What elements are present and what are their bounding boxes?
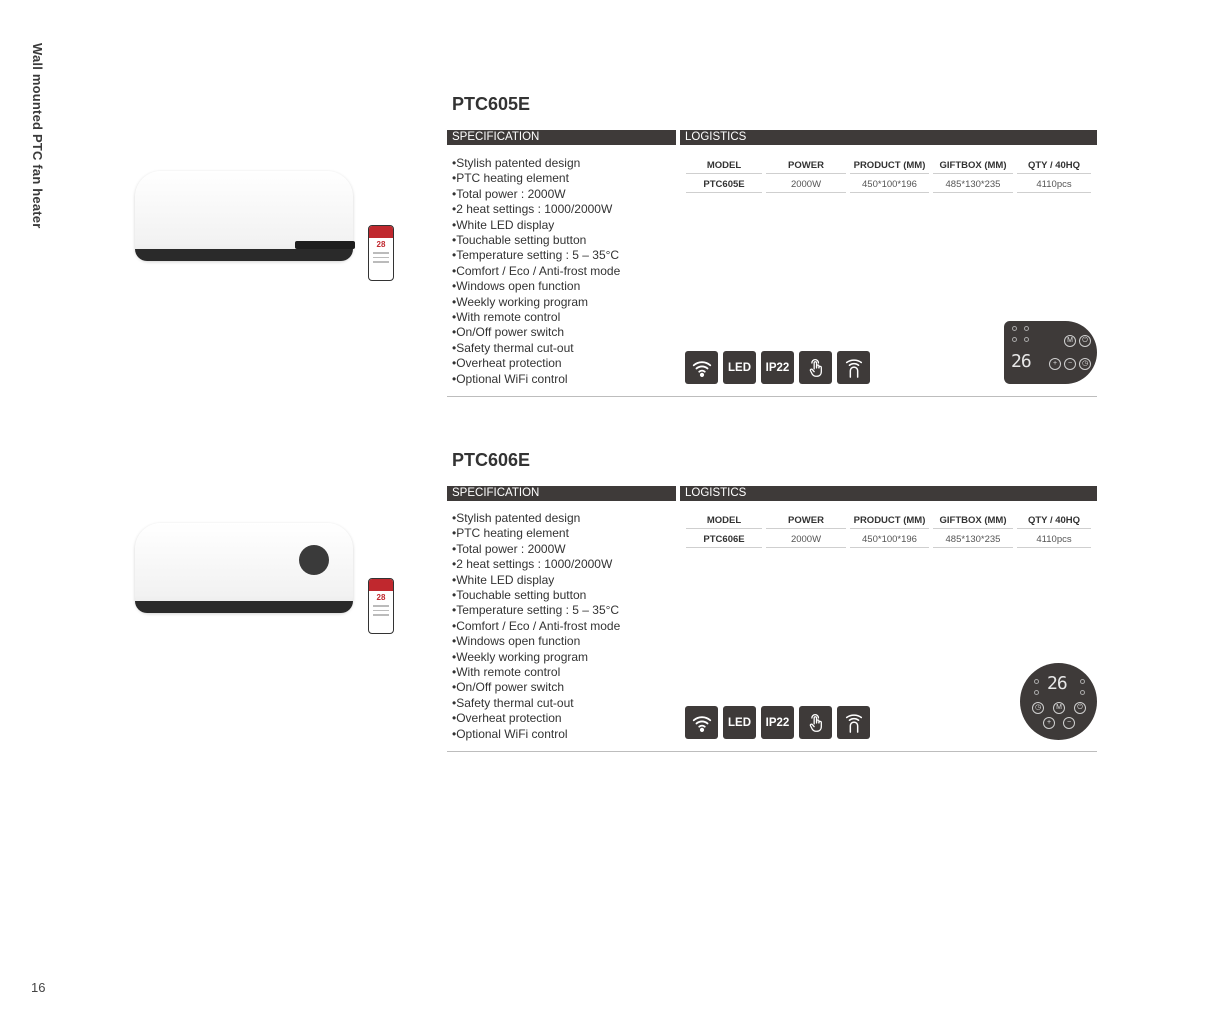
spec-item: • Temperature setting : 5 – 35°C <box>452 603 620 618</box>
touch-icon <box>799 706 832 739</box>
wifi-icon <box>685 706 718 739</box>
spec-item: • Weekly working program <box>452 295 620 310</box>
spec-item: • Touchable setting button <box>452 233 620 248</box>
spec-item: • Total power : 2000W <box>452 187 620 202</box>
spec-item: • On/Off power switch <box>452 325 620 340</box>
timer-icon: ◷ <box>1079 358 1091 370</box>
ip22-icon: IP22 <box>761 351 794 384</box>
spec-item: • White LED display <box>452 573 620 588</box>
ip22-icon: IP22 <box>761 706 794 739</box>
cell-model: PTC606E <box>684 531 764 550</box>
control-panel-image <box>1004 321 1097 384</box>
spec-item: • Safety thermal cut-out <box>452 696 620 711</box>
spec-item: • White LED display <box>452 218 620 233</box>
cell-product: 450*100*196 <box>848 531 931 550</box>
spec-item: • Comfort / Eco / Anti-frost mode <box>452 264 620 279</box>
spec-item: • Optional WiFi control <box>452 727 620 742</box>
cell-model: PTC605E <box>684 176 764 195</box>
spec-item: • Optional WiFi control <box>452 372 620 387</box>
spec-item: • 2 heat settings : 1000/2000W <box>452 557 620 572</box>
logistics-bar: LOGISTICS <box>680 486 1097 501</box>
led-icon: LED <box>723 706 756 739</box>
header-giftbox: GIFTBOX (MM) <box>931 157 1015 176</box>
cell-qty: 4110pcs <box>1015 176 1093 195</box>
mode-icon: M <box>1053 702 1065 714</box>
spec-item: • With remote control <box>452 310 620 325</box>
spec-item: • Comfort / Eco / Anti-frost mode <box>452 619 620 634</box>
spec-item: • Windows open function <box>452 279 620 294</box>
cell-power: 2000W <box>764 531 848 550</box>
minus-icon: − <box>1064 358 1076 370</box>
phone-temp: 28 <box>376 593 386 602</box>
header-qty: QTY / 40HQ <box>1015 512 1093 531</box>
wifi-icon <box>685 351 718 384</box>
logistics-table <box>684 512 1093 550</box>
specification-bar: SPECIFICATION <box>447 486 676 501</box>
spec-item: • Stylish patented design <box>452 511 620 526</box>
control-panel-image <box>1020 663 1097 740</box>
spec-item: • Windows open function <box>452 634 620 649</box>
header-power: POWER <box>764 512 848 531</box>
power-icon: ⏻ <box>1079 335 1091 347</box>
spec-item: • PTC heating element <box>452 526 620 541</box>
plus-icon: + <box>1049 358 1061 370</box>
remote-icon <box>837 706 870 739</box>
spec-item: • Overheat protection <box>452 356 620 371</box>
spec-item: • Weekly working program <box>452 650 620 665</box>
power-icon: ⏻ <box>1074 702 1086 714</box>
heater-image <box>135 523 353 613</box>
panel-display: 26 <box>1047 673 1067 694</box>
phone-temp: 28 <box>376 240 386 249</box>
cell-qty: 4110pcs <box>1015 531 1093 550</box>
logistics-bar: LOGISTICS <box>680 130 1097 145</box>
spec-item: • Touchable setting button <box>452 588 620 603</box>
heater-base <box>135 601 353 613</box>
feature-icons <box>685 351 870 384</box>
specification-bar: SPECIFICATION <box>447 130 676 145</box>
spec-item: • Overheat protection <box>452 711 620 726</box>
spec-item: • With remote control <box>452 665 620 680</box>
spec-item: • PTC heating element <box>452 171 620 186</box>
cell-product: 450*100*196 <box>848 176 931 195</box>
feature-icons <box>685 706 870 739</box>
cell-giftbox: 485*130*235 <box>931 531 1015 550</box>
spec-item: • Temperature setting : 5 – 35°C <box>452 248 620 263</box>
spec-item: • Safety thermal cut-out <box>452 341 620 356</box>
model-title: PTC605E <box>452 94 531 114</box>
header-product: PRODUCT (MM) <box>848 157 931 176</box>
remote-icon <box>837 351 870 384</box>
heater-dial <box>299 545 329 575</box>
led-icon: LED <box>723 351 756 384</box>
header-product: PRODUCT (MM) <box>848 512 931 531</box>
header-power: POWER <box>764 157 848 176</box>
spec-item: • On/Off power switch <box>452 680 620 695</box>
model-title: PTC606E <box>452 450 531 470</box>
page-number: 16 <box>31 980 46 995</box>
panel-display: 26 <box>1011 351 1031 372</box>
header-model: MODEL <box>684 512 764 531</box>
cell-power: 2000W <box>764 176 848 195</box>
phone-app-image <box>368 578 394 634</box>
header-giftbox: GIFTBOX (MM) <box>931 512 1015 531</box>
touch-icon <box>799 351 832 384</box>
header-qty: QTY / 40HQ <box>1015 157 1093 176</box>
header-model: MODEL <box>684 157 764 176</box>
section-divider <box>447 396 1097 397</box>
mode-icon: M <box>1064 335 1076 347</box>
spec-item: • 2 heat settings : 1000/2000W <box>452 202 620 217</box>
table-row <box>684 531 1093 550</box>
spec-list <box>452 511 620 742</box>
spec-item: • Stylish patented design <box>452 156 620 171</box>
side-title: Wall mounted PTC fan heater <box>30 43 45 229</box>
minus-icon: − <box>1063 717 1075 729</box>
spec-item: • Total power : 2000W <box>452 542 620 557</box>
timer-icon: ◷ <box>1032 702 1044 714</box>
plus-icon: + <box>1043 717 1055 729</box>
cell-giftbox: 485*130*235 <box>931 176 1015 195</box>
section-divider <box>447 751 1097 752</box>
